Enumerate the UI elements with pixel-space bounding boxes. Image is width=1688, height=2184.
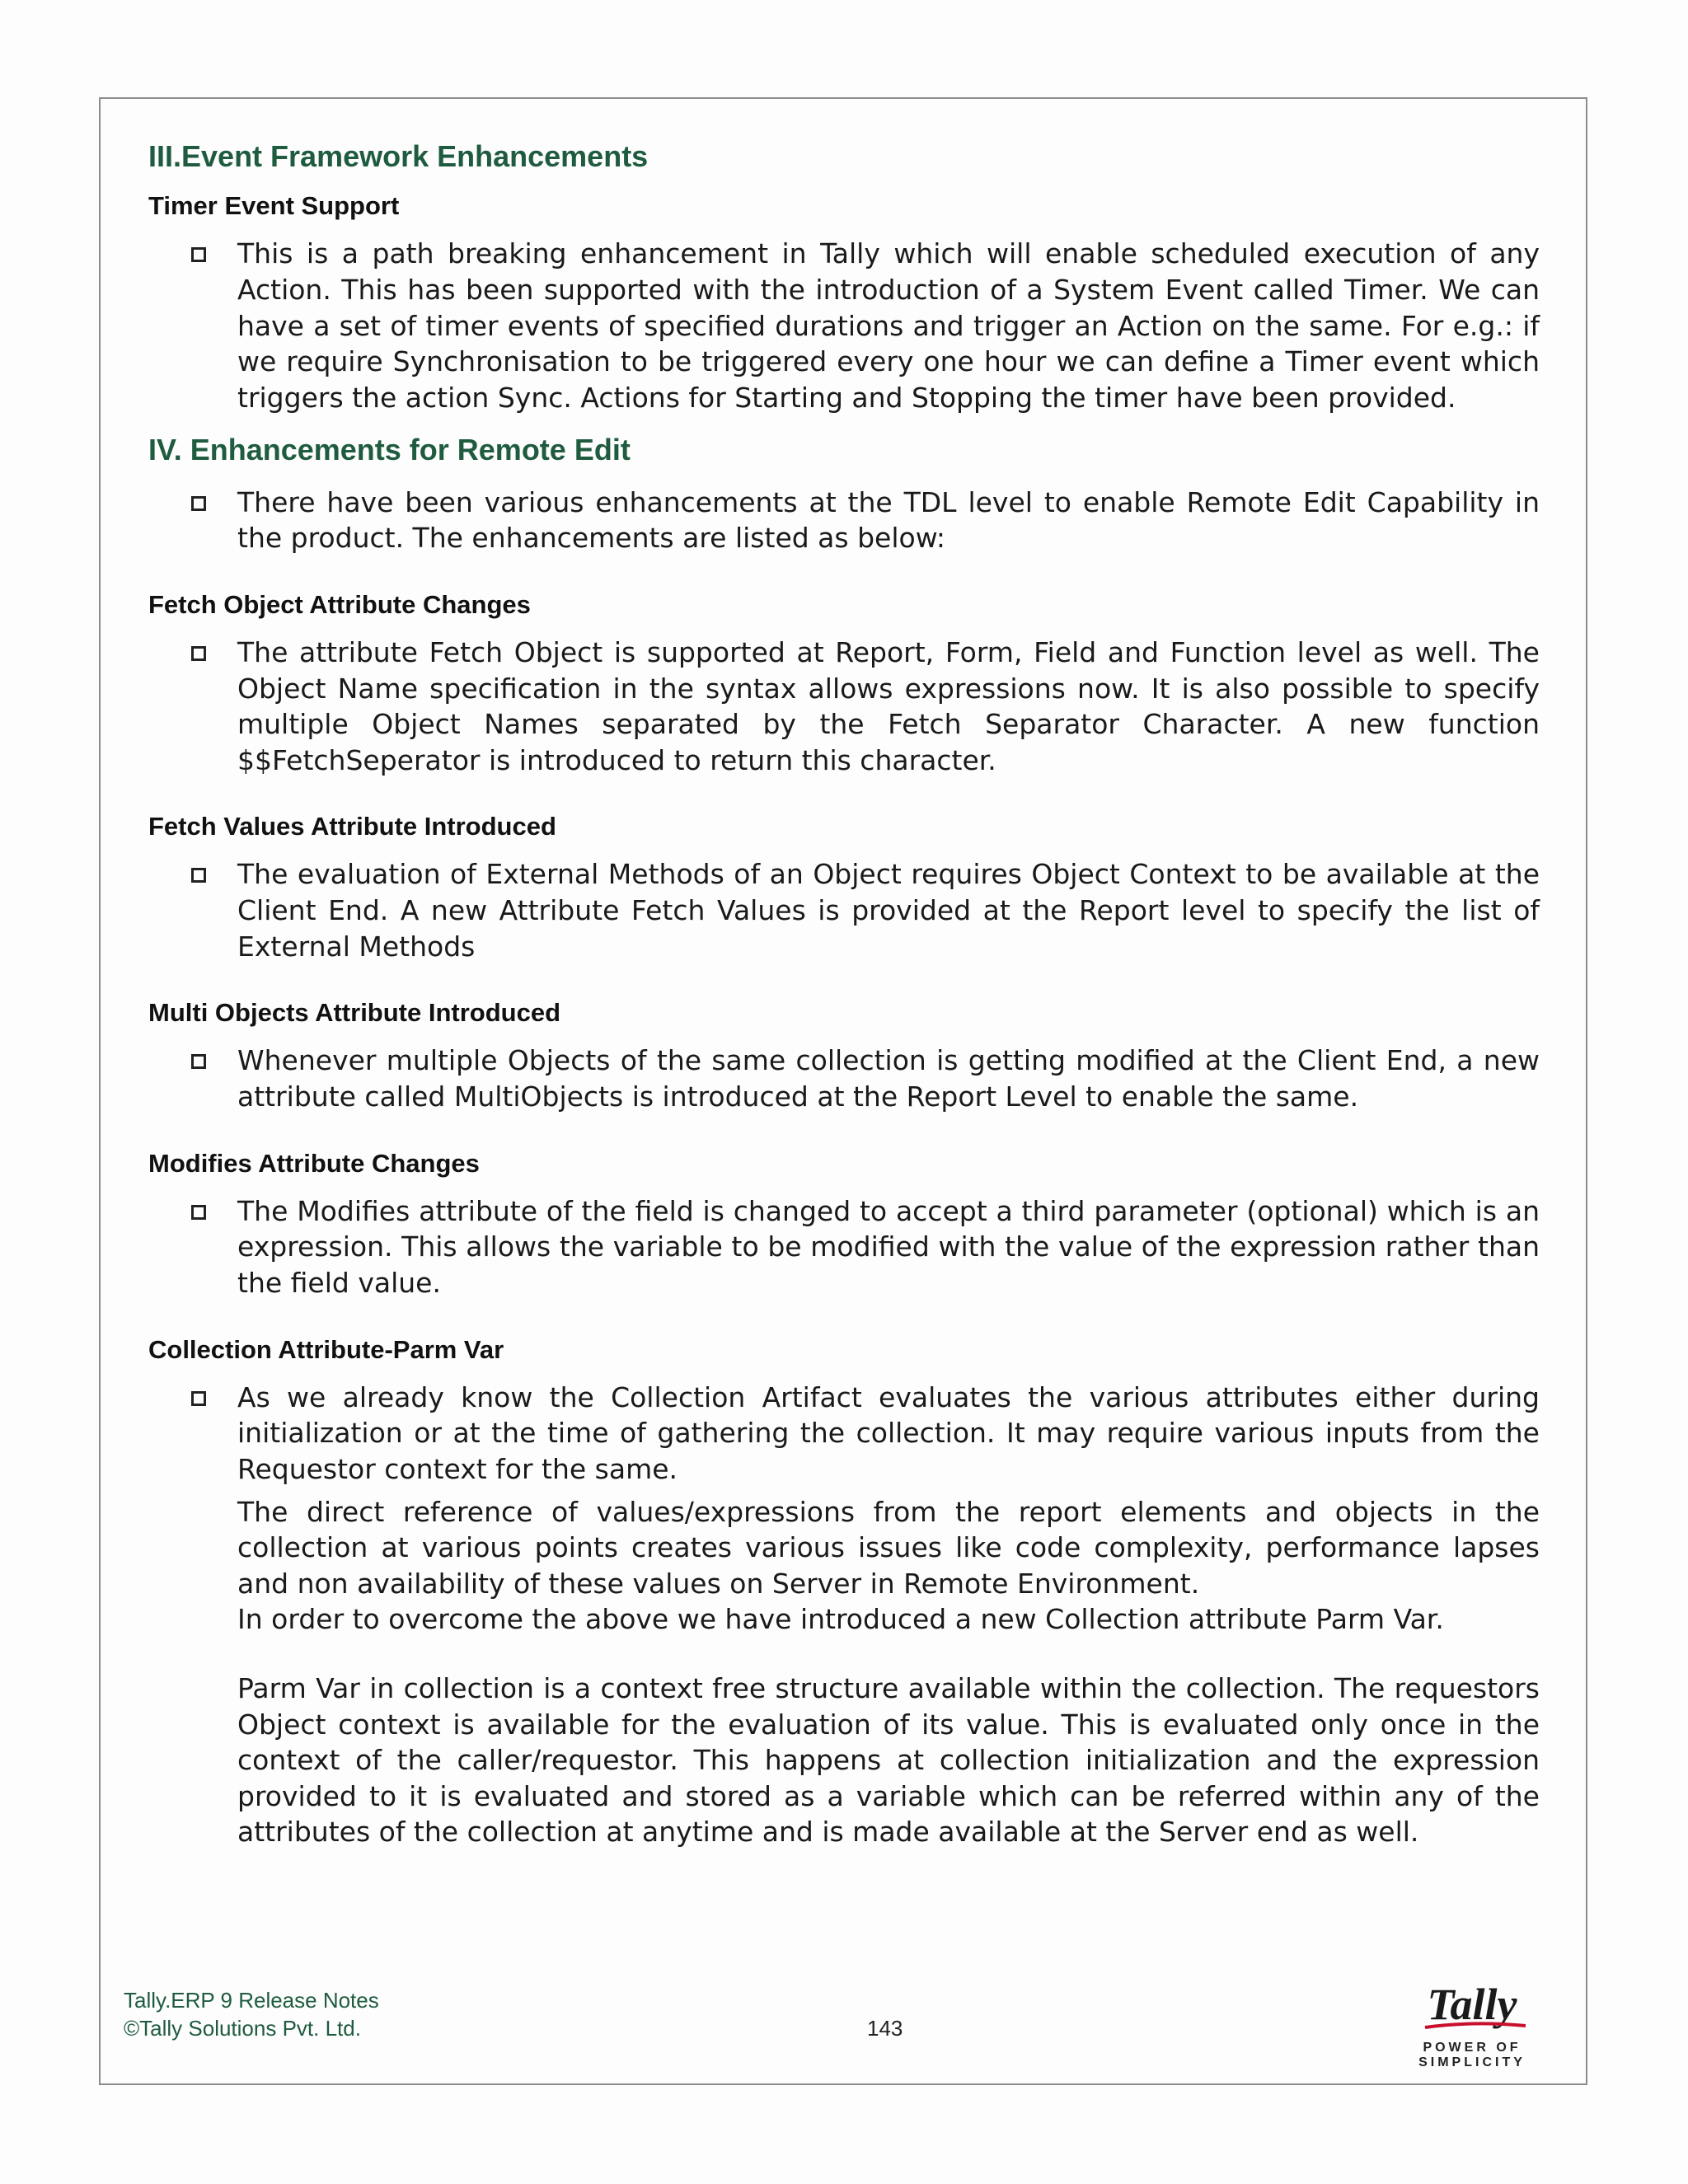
square-bullet-icon (191, 496, 206, 511)
page-content (148, 138, 1540, 1850)
footer-copyright: ©Tally Solutions Pvt. Ltd. (124, 2016, 361, 2041)
spacer (148, 1638, 1540, 1671)
paragraph-parm-var-3: Parm Var in collection is a context free structure available within the collection. The requestors Object context is available for the evaluation of its value. This is evaluated only once in the context of the caller/requestor. This happens at collection initialization and the expression provided to it is evaluated and stored as a variable which can be referred within any of the attributes of the collection at anytime and is made available at the Server end as well. (237, 1671, 1540, 1849)
section-heading-remote-edit: IV. Enhancements for Remote Edit (148, 433, 631, 467)
logo-wordmark: Tally (1427, 1980, 1517, 2029)
square-bullet-icon (191, 1054, 206, 1069)
logo-tagline: POWER OF SIMPLICITY (1418, 2041, 1526, 2069)
bullet-text: The attribute Fetch Object is supported at Report, Form, Field and Function level as well. The Object Name specification in the syntax allows expressions now. It is also possible to specify multiple Object Names separated by the Fetch Separator Character. A new function $$FetchSeperator is introduced to return this character. (237, 635, 1540, 776)
bullet-text: The evaluation of External Methods of an Object requires Object Context to be available at the Client End. A new Attribute Fetch Values is provided at the Report level to specify the list of External Methods (237, 858, 1540, 963)
bullet-text: As we already know the Collection Artifact evaluates the various attributes either during initialization or at the time of gathering the collection. It may require various inputs from the Requestor context for the same. (237, 1380, 1540, 1485)
square-bullet-icon (191, 868, 206, 883)
subheading-fetch-object: Fetch Object Attribute Changes (148, 589, 531, 619)
bullet-remote-edit-intro (148, 485, 1540, 556)
paragraph-parm-var-1: The direct reference of values/expressions from the report elements and objects in the collection at various points creates various issues like code complexity, performance lapses and non availability of these values on Server in Remote Environment. (237, 1495, 1540, 1600)
square-bullet-icon (191, 646, 206, 661)
square-bullet-icon (191, 1391, 206, 1406)
subheading-multi-objects: Multi Objects Attribute Introduced (148, 998, 561, 1028)
footer-credits (124, 1986, 379, 2042)
footer-release-notes: Tally.ERP 9 Release Notes (124, 1988, 379, 2013)
bullet-modifies (148, 1193, 1540, 1301)
subheading-parm-var: Collection Attribute-Parm Var (148, 1334, 504, 1364)
page-number: 143 (867, 2016, 903, 2041)
paragraph-parm-var-2: In order to overcome the above we have introduced a new Collection attribute Parm Var. (237, 1603, 1444, 1636)
bullet-text: This is a path breaking enhancement in Tally which will enable scheduled execution of any Action. This has been supported with the introduction of a System Event called Timer. We can have a set of timer events of specified durations and trigger an Action on the same. For e.g.: if we require Synchronisation to be triggered every one hour we can define a Timer event which triggers the action Sync. Actions for Starting and Stopping the timer have been provided. (237, 237, 1540, 414)
square-bullet-icon (191, 247, 206, 262)
section-heading-event-framework: III.Event Framework Enhancements (148, 139, 649, 173)
subheading-timer-event: Timer Event Support (148, 191, 400, 221)
bullet-text: There have been various enhancements at the TDL level to enable Remote Edit Capability in the product. The enhancements are listed as below: (237, 485, 1540, 555)
bullet-text: The Modifies attribute of the field is changed to accept a third parameter (optional) which is an expression. This allows the variable to be modified with the value of the expression rather than the field value. (237, 1194, 1540, 1299)
tally-logo-icon (1410, 1980, 1534, 2037)
bullet-timer-event (148, 236, 1540, 415)
bullet-multi-objects (148, 1043, 1540, 1114)
subheading-modifies: Modifies Attribute Changes (148, 1148, 480, 1178)
bullet-text: Whenever multiple Objects of the same collection is getting modified at the Client End, a new attribute called MultiObjects is introduced at the Report Level to enable the same. (237, 1044, 1540, 1113)
bullet-parm-var (148, 1380, 1540, 1488)
bullet-fetch-values (148, 856, 1540, 964)
subheading-fetch-values: Fetch Values Attribute Introduced (148, 812, 556, 841)
square-bullet-icon (191, 1205, 206, 1220)
tally-logo (1381, 1980, 1563, 2070)
bullet-fetch-object (148, 635, 1540, 778)
